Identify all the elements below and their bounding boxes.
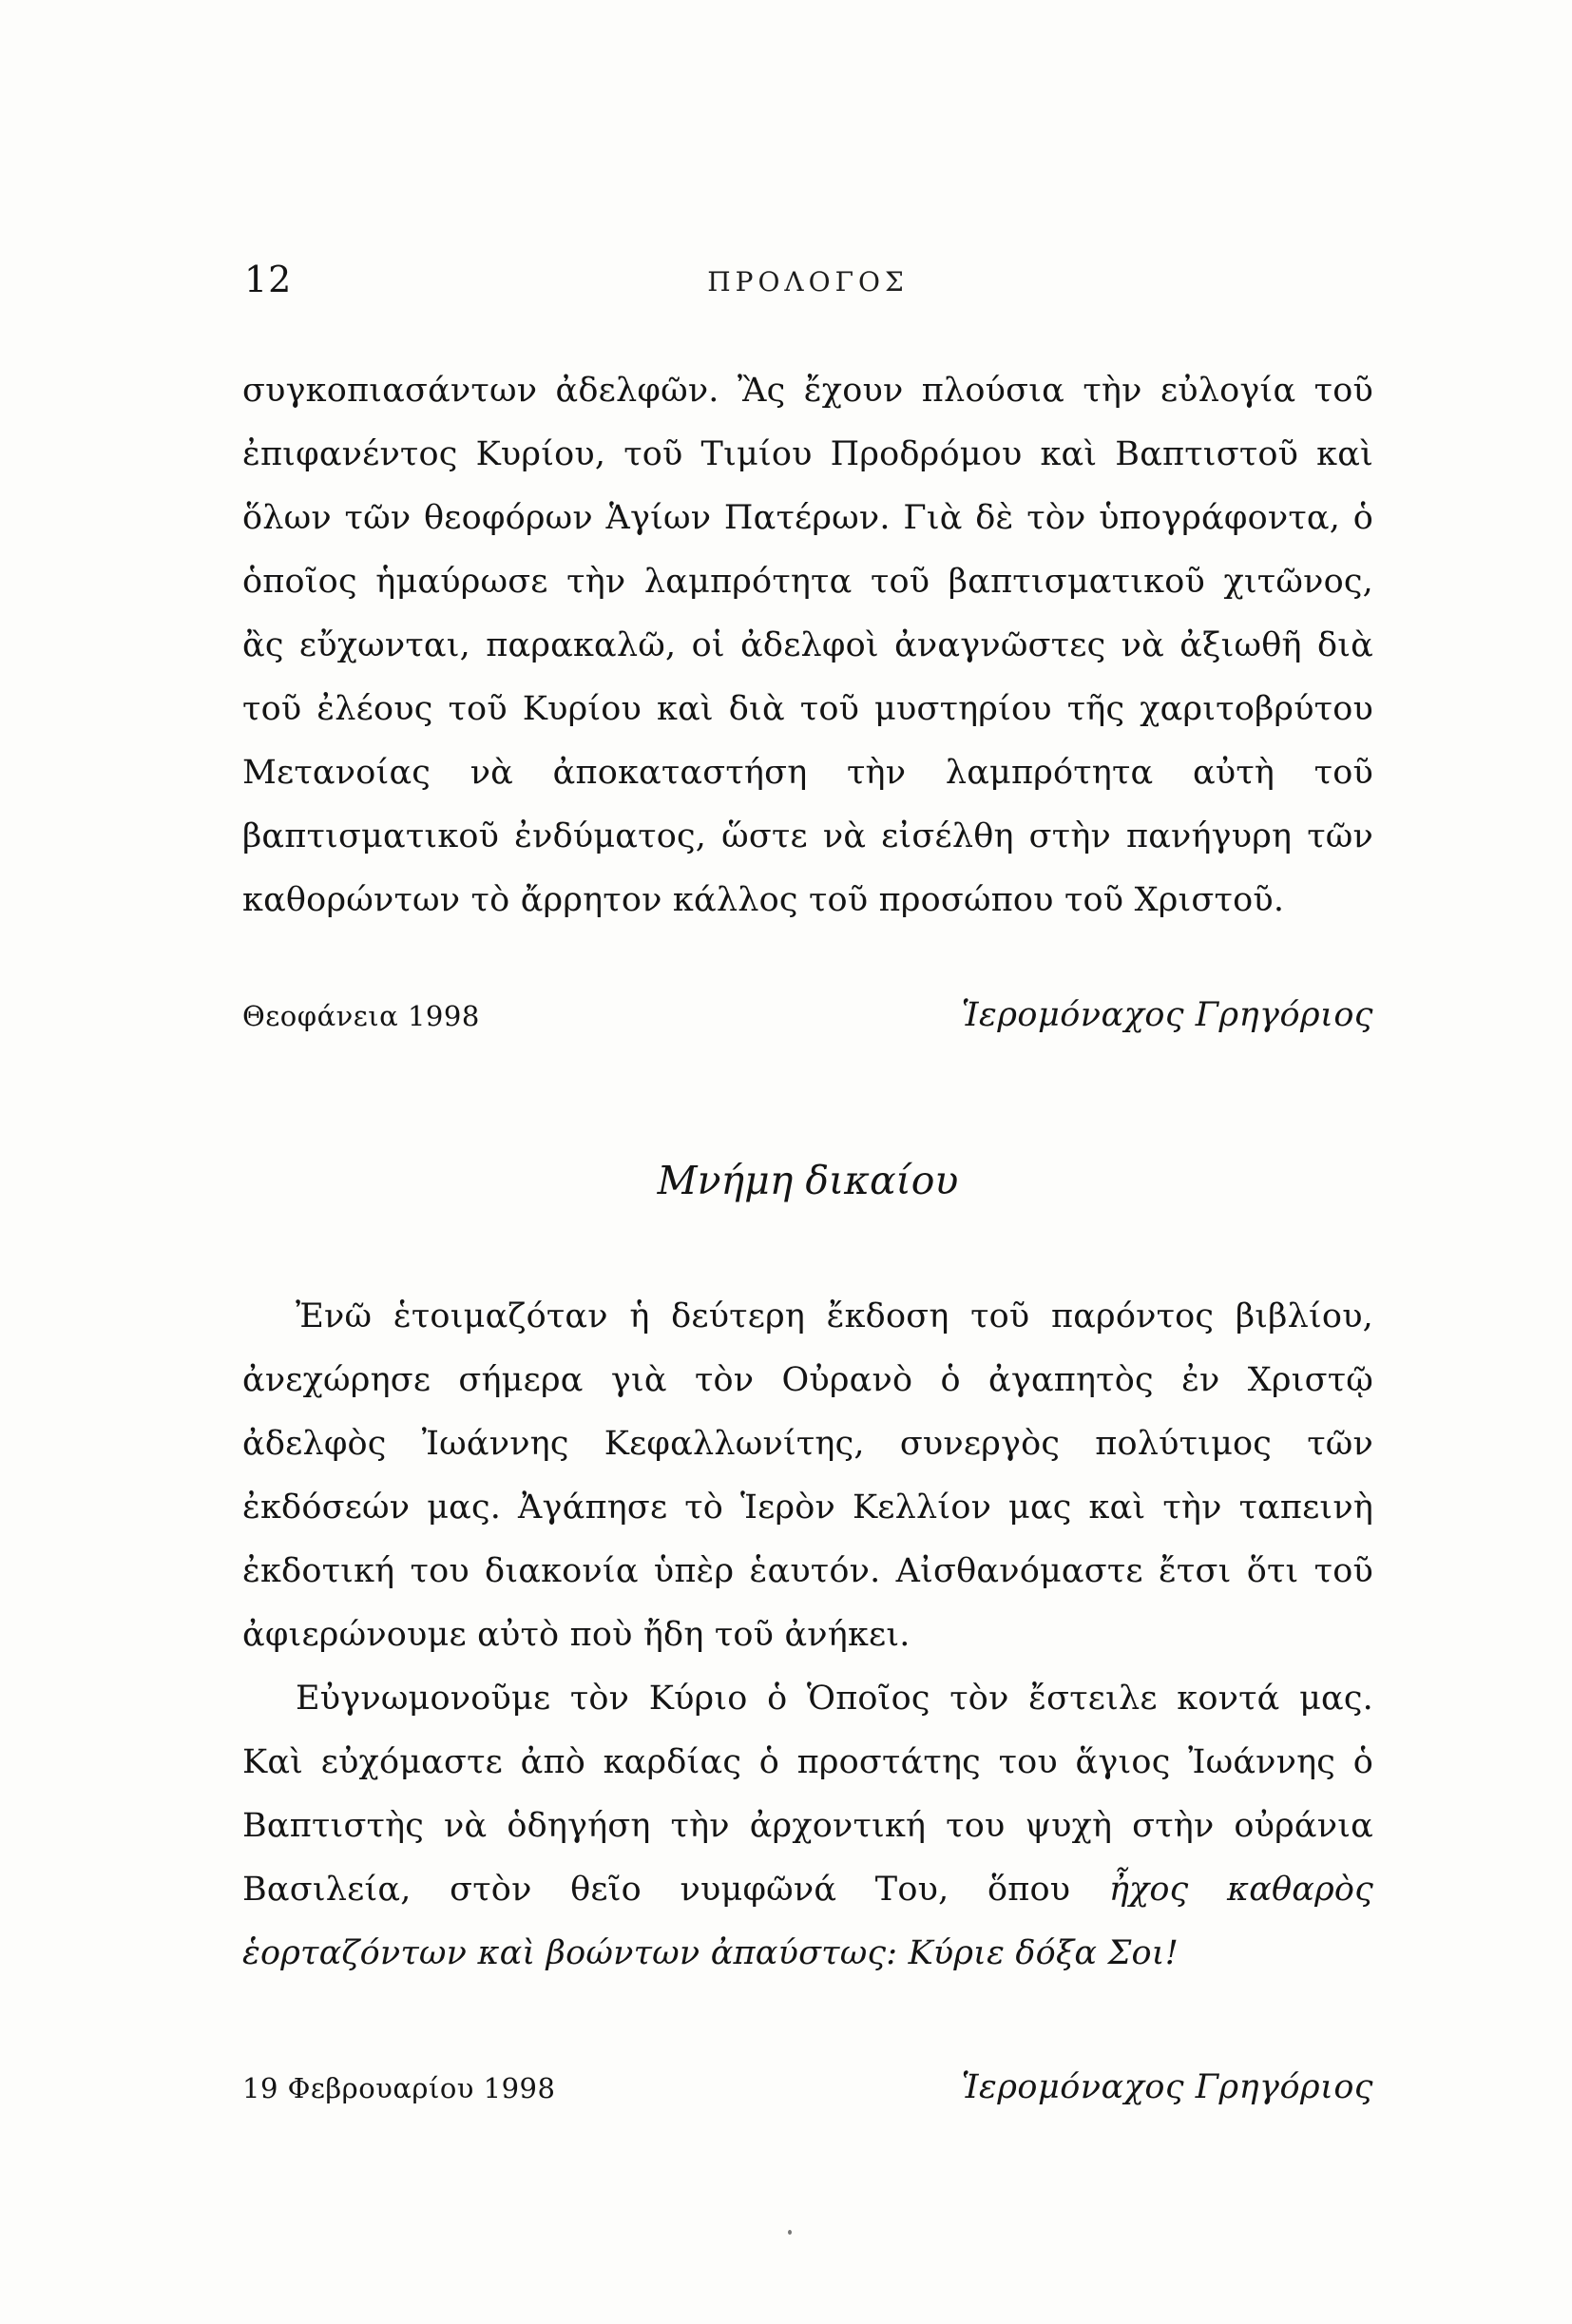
memorial-signature: Ἱερομόναχος Γρηγόριος — [961, 2068, 1373, 2106]
memorial-text — [242, 1285, 1373, 1986]
memorial-date: 19 Φεβρουαρίου 1998 — [242, 2072, 556, 2104]
prologue-signature: Ἱερομόναχος Γρηγόριος — [961, 996, 1373, 1034]
section-heading: Μνήμη δικαίου — [657, 1158, 959, 1203]
prologue-date: Θεοφάνεια 1998 — [242, 1000, 480, 1032]
scan-speck — [788, 2230, 792, 2235]
prologue-text — [242, 359, 1373, 932]
memorial-paragraph-2 — [242, 1667, 1373, 1986]
running-title: ΠΡΟΛΟΓΟΣ — [707, 266, 909, 298]
memorial-paragraph-1: Ἐνῶ ἑτοιμαζόταν ἡ δεύτερη ἔκδοση τοῦ παρόντος βιβλίου, ἀνεχώρησε σήμερα γιὰ τὸν Οὐρανὸ ὁ ἀγαπητὸς ἐν Χριστῷ ἀδελφὸς Ἰωάννης Κεφαλλωνίτης, συνεργὸς πολύτιμος τῶν ἐκδόσεών μας. Ἀγάπησε τὸ Ἱερὸν Κελλίον μας καὶ τὴν ταπεινὴ ἐκδοτική του διακονία ὑπὲρ ἑαυτόν. Αἰσθανόμαστε ἔτσι ὅτι τοῦ ἀφιερώνουμε αὐτὸ ποὺ ἤδη τοῦ ἀνήκει. — [242, 1297, 1373, 1654]
memorial-paragraph-2-quote: ἦχος καθαρὸς ἑορταζόντων καὶ βοώντων ἀπαύστως: Κύριε δόξα Σοι! — [242, 1871, 1373, 1972]
memorial-signature-row — [242, 2068, 1373, 2106]
prologue-signature-row — [242, 996, 1373, 1034]
prologue-final-paragraph: συγκοπιασάντων ἀδελφῶν. Ἂς ἔχουν πλούσια τὴν εὐλογία τοῦ ἐπιφανέντος Κυρίου, τοῦ Τιμίου Προδρόμου καὶ Βαπτιστοῦ καὶ ὅλων τῶν θεοφόρων Ἁγίων Πατέρων. Γιὰ δὲ τὸν ὑπογράφοντα, ὁ ὁποῖος ἡμαύρωσε τὴν λαμπρότητα τοῦ βαπτισματικοῦ χιτῶνος, ἂς εὔχωνται, παρακαλῶ, οἱ ἀδελφοὶ ἀναγνῶστες νὰ ἀξιωθῆ διὰ τοῦ ἐλέους τοῦ Κυρίου καὶ διὰ τοῦ μυστηρίου τῆς χαριτοβρύτου Μετανοίας νὰ ἀποκαταστήση τὴν λαμπρότητα αὐτὴ τοῦ βαπτισματικοῦ ἐνδύματος, ὥστε νὰ εἰσέλθη στὴν πανήγυρη τῶν καθορώντων τὸ ἄρρητον κάλλος τοῦ προσώπου τοῦ Χριστοῦ. — [242, 372, 1373, 919]
page-number: 12 — [244, 259, 293, 300]
page-header — [242, 259, 1373, 308]
memorial-paragraph-2-text: Εὐγνωμονοῦμε τὸν Κύριο ὁ Ὁποῖος τὸν ἔστειλε κοντά μας. Καὶ εὐχόμαστε ἀπὸ καρδίας ὁ προστάτης του ἅγιος Ἰωάννης ὁ Βαπτιστὴς νὰ ὁδηγήση τὴν ἀρχοντική του ψυχὴ στὴν οὐράνια Βασιλεία, στὸν θεῖο νυμφῶνά Του, ὅπου — [242, 1680, 1373, 1909]
